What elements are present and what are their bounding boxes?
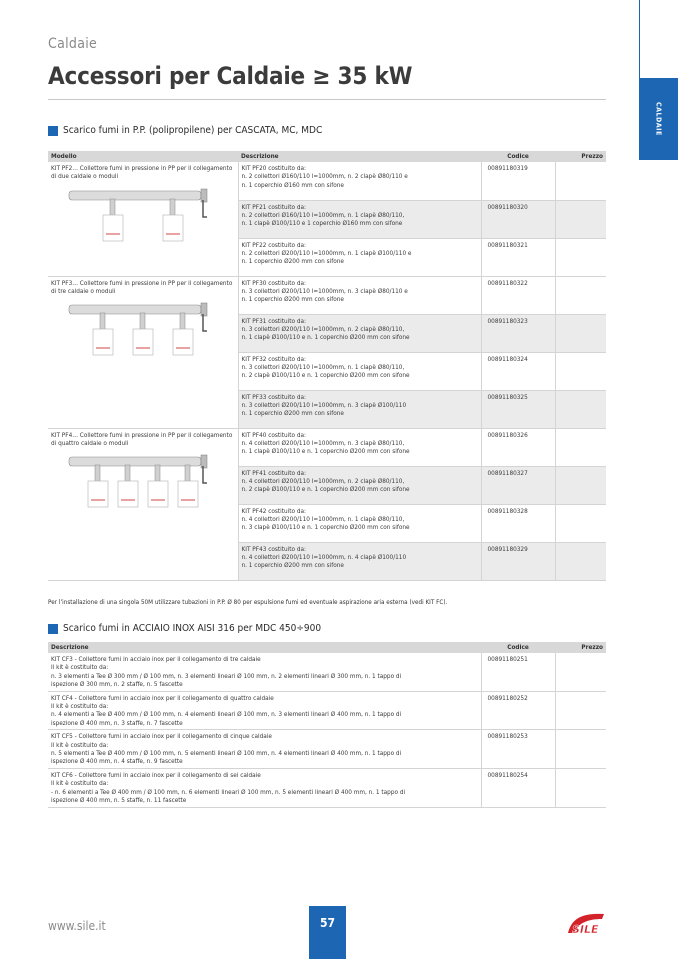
kit-price bbox=[555, 352, 606, 390]
kit-description: KIT CF4 - Collettore fumi in acciaio inox per il collegamento di quattro caldaie Il kit è costituito da: n. 4 elementi a Tee Ø 400 mm / Ø 100 mm, n. 4 elementi lineari Ø 100 mm, n. 3 elementi lineari Ø 400 mm, n. 1 tappo di ispezione Ø 400 mm, n. 3 staffe, n. 7 fascette bbox=[48, 691, 481, 730]
sile-logo-icon bbox=[566, 911, 606, 937]
kit-price bbox=[555, 428, 606, 466]
pp-flue-kit-table bbox=[48, 151, 606, 581]
table-row bbox=[48, 691, 606, 730]
kit-code: 00891180251 bbox=[481, 653, 555, 691]
col-header-description: Descrizione bbox=[48, 642, 481, 653]
kit-model-cell bbox=[48, 162, 238, 276]
boiler-collector-icon bbox=[65, 453, 215, 517]
kit-code: 00891180319 bbox=[481, 162, 555, 200]
col-header-model: Modello bbox=[48, 151, 238, 162]
kit-code: 00891180321 bbox=[481, 238, 555, 276]
kit-price bbox=[555, 466, 606, 504]
table-row bbox=[48, 162, 606, 200]
footer-website-link[interactable]: www.sile.it bbox=[48, 919, 106, 933]
kit-description: KIT PF33 costituito da: n. 3 collettori Ø200/110 l=1000mm, n. 3 clapè Ø100/110 n. 1 coperchio Ø200 mm con sifone bbox=[238, 390, 481, 428]
table-header-row bbox=[48, 151, 606, 162]
col-header-description: Descrizione bbox=[238, 151, 481, 162]
kit-description: KIT CF5 - Collettore fumi in acciaio inox per il collegamento di cinque caldaie Il kit è costituito da: n. 5 elementi a Tee Ø 400 mm / Ø 100 mm, n. 5 elementi lineari Ø 100 mm, n. 4 elementi lineari Ø 400 mm, n. 1 tappo di ispezione Ø 400 mm, n. 4 staffe, n. 9 fascette bbox=[48, 730, 481, 769]
title-divider bbox=[48, 99, 606, 100]
kit-code: 00891180322 bbox=[481, 276, 555, 314]
page-title: Accessori per Caldaie ≥ 35 kW bbox=[48, 62, 413, 90]
kit-price bbox=[555, 276, 606, 314]
table-row bbox=[48, 730, 606, 769]
kit-model-text: KIT PF2… Collettore fumi in pressione in PP per il collegamento di due caldaie o moduli bbox=[51, 164, 233, 181]
table-row bbox=[48, 653, 606, 691]
kit-description: KIT PF20 costituito da: n. 2 collettori Ø160/110 l=1000mm, n. 2 clapè Ø80/110 e n. 1 coperchio Ø160 mm con sifone bbox=[238, 162, 481, 200]
kit-code: 00891180320 bbox=[481, 200, 555, 238]
kit-image bbox=[51, 187, 235, 253]
kit-code: 00891180325 bbox=[481, 390, 555, 428]
col-header-code: Codice bbox=[481, 642, 555, 653]
section1-heading bbox=[48, 125, 322, 136]
kit-description: KIT PF40 costituito da: n. 4 collettori Ø200/110 l=1000mm, n. 3 clapè Ø80/110, n. 1 clapè Ø100/110 e n. 1 coperchio Ø200 mm con sifone bbox=[238, 428, 481, 466]
kit-price bbox=[555, 314, 606, 352]
kit-price bbox=[555, 200, 606, 238]
boiler-collector-icon bbox=[65, 301, 215, 365]
col-header-code: Codice bbox=[481, 151, 555, 162]
svg-text:SILE: SILE bbox=[572, 923, 599, 936]
kit-description: KIT PF41 costituito da: n. 4 collettori Ø200/110 l=1000mm, n. 2 clapè Ø80/110, n. 2 clapè Ø100/110 e n. 1 coperchio Ø200 mm con sifone bbox=[238, 466, 481, 504]
side-tab-line bbox=[639, 0, 640, 78]
kit-description: KIT PF30 costituito da: n. 3 collettori Ø200/110 l=1000mm, n. 3 clapè Ø80/110 e n. 1 coperchio Ø200 mm con sifone bbox=[238, 276, 481, 314]
kit-price bbox=[555, 162, 606, 200]
table-header-row bbox=[48, 642, 606, 653]
col-header-price: Prezzo bbox=[555, 151, 606, 162]
kit-description: KIT PF32 costituito da: n. 3 collettori Ø200/110 l=1000mm, n. 1 clapè Ø80/110, n. 2 clapè Ø100/110 e n. 1 coperchio Ø200 mm con sifone bbox=[238, 352, 481, 390]
boiler-collector-icon bbox=[65, 187, 215, 251]
kit-code: 00891180326 bbox=[481, 428, 555, 466]
kit-code: 00891180329 bbox=[481, 542, 555, 580]
kit-price bbox=[555, 390, 606, 428]
kit-price bbox=[555, 730, 606, 769]
kit-price bbox=[555, 504, 606, 542]
section2-heading-text: Scarico fumi in ACCIAIO INOX AISI 316 per MDC 450÷900 bbox=[63, 623, 322, 634]
kit-code: 00891180323 bbox=[481, 314, 555, 352]
kit-code: 00891180253 bbox=[481, 730, 555, 769]
kit-model-cell bbox=[48, 276, 238, 428]
page-number-box bbox=[309, 906, 346, 959]
kit-model-text: KIT PF3… Collettore fumi in pressione in PP per il collegamento di tre caldaie o moduli bbox=[51, 278, 233, 295]
section-bullet-icon bbox=[48, 126, 58, 136]
kit-code: 00891180328 bbox=[481, 504, 555, 542]
table-row bbox=[48, 768, 606, 807]
kit-description: KIT PF43 costituito da: n. 4 collettori Ø200/110 l=1000mm, n. 4 clapè Ø100/110 n. 1 coperchio Ø200 mm con sifone bbox=[238, 542, 481, 580]
installation-note: Per l’installazione di una singola 50M utilizzare tubazioni in P.P. Ø 80 per espulsione fumi ed eventuale aspirazione aria esterna (vedi KIT FC). bbox=[48, 599, 448, 606]
kit-description: KIT PF21 costituito da: n. 2 collettori Ø160/110 l=1000mm, n. 1 clapè Ø80/110, n. 1 clapè Ø100/110 e 1 coperchio Ø160 mm con sifone bbox=[238, 200, 481, 238]
kit-description: KIT CF3 - Collettore fumi in acciaio inox per il collegamento di tre caldaie Il kit è costituito da: n. 3 elementi a Tee Ø 300 mm / Ø 100 mm, n. 3 elementi lineari Ø 100 mm, n. 2 elementi lineari Ø 300 mm, n. 1 tappo di ispezione Ø 300 mm, n. 2 staffe, n. 5 fascette bbox=[48, 653, 481, 691]
kit-model-cell bbox=[48, 428, 238, 580]
kit-price bbox=[555, 653, 606, 691]
kit-image bbox=[51, 453, 235, 519]
section1-heading-text: Scarico fumi in P.P. (polipropilene) per CASCATA, MC, MDC bbox=[63, 125, 323, 136]
table-row bbox=[48, 428, 606, 466]
section-label: Caldaie bbox=[48, 36, 98, 52]
table-row bbox=[48, 276, 606, 314]
kit-price bbox=[555, 691, 606, 730]
kit-price bbox=[555, 768, 606, 807]
page-number: 57 bbox=[319, 916, 336, 930]
kit-description: KIT CF6 - Collettore fumi in acciaio inox per il collegamento di sei caldaie Il kit è costituito da: - n. 6 elementi a Tee Ø 400 mm / Ø 100 mm, n. 6 elementi lineari Ø 100 mm, n. 5 elementi lineari Ø 400 mm, n. 1 tappo di ispezione Ø 400 mm, n. 5 staffe, n. 11 fascette bbox=[48, 768, 481, 807]
section2-heading bbox=[48, 623, 321, 634]
section-bullet-icon bbox=[48, 624, 58, 634]
kit-code: 00891180324 bbox=[481, 352, 555, 390]
kit-description: KIT PF42 costituito da: n. 4 collettori Ø200/110 l=1000mm, n. 1 clapè Ø80/110, n. 3 clapè Ø100/110 e n. 1 coperchio Ø200 mm con sifone bbox=[238, 504, 481, 542]
kit-price bbox=[555, 238, 606, 276]
kit-code: 00891180327 bbox=[481, 466, 555, 504]
side-tab-label: CALDAIE bbox=[654, 102, 663, 136]
col-header-price: Prezzo bbox=[555, 642, 606, 653]
kit-model-text: KIT PF4… Collettore fumi in pressione in PP per il collegamento di quattro caldaie o moduli bbox=[51, 430, 233, 447]
kit-description: KIT PF22 costituito da: n. 2 collettori Ø200/110 l=1000mm, n. 1 clapè Ø100/110 e n. 1 coperchio Ø200 mm con sifone bbox=[238, 238, 481, 276]
kit-description: KIT PF31 costituito da: n. 3 collettori Ø200/110 l=1000mm, n. 2 clapè Ø80/110, n. 1 clapè Ø100/110 e n. 1 coperchio Ø200 mm con sifone bbox=[238, 314, 481, 352]
inox-flue-kit-table bbox=[48, 642, 606, 808]
kit-price bbox=[555, 542, 606, 580]
kit-code: 00891180252 bbox=[481, 691, 555, 730]
kit-image bbox=[51, 301, 235, 367]
kit-code: 00891180254 bbox=[481, 768, 555, 807]
